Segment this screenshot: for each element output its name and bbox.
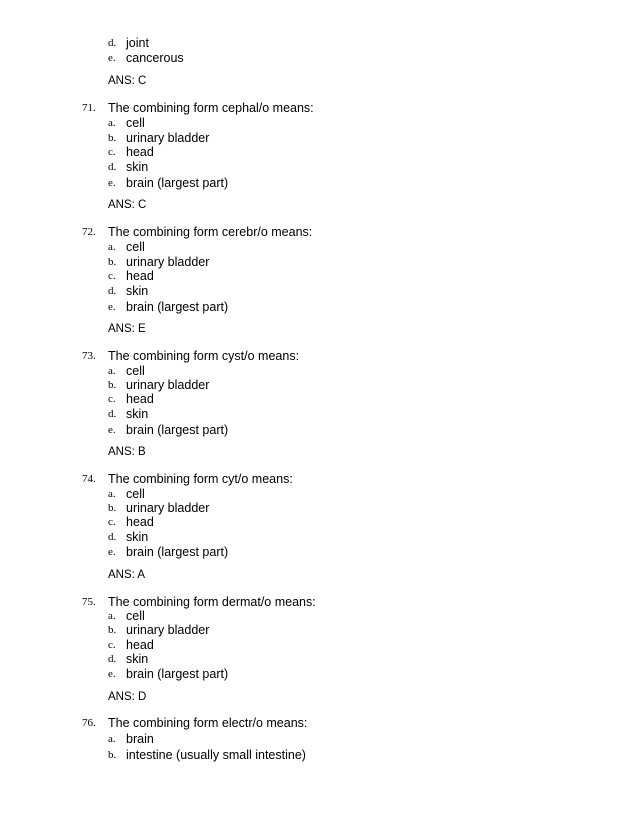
answer-key: ANS: A: [108, 569, 146, 581]
answer-key: ANS: D: [108, 691, 147, 703]
question-prompt: The combining form cephal/o means:: [108, 101, 314, 115]
option-letter: a.: [108, 365, 116, 377]
option-letter: b.: [108, 256, 117, 268]
option-text: urinary bladder: [126, 131, 210, 145]
option-text: joint: [126, 36, 149, 50]
option-text: skin: [126, 407, 149, 421]
option-letter: e.: [108, 301, 116, 313]
question-number: 75.: [82, 596, 96, 608]
answer-key: ANS: C: [108, 75, 147, 87]
option-text: brain (largest part): [126, 423, 229, 437]
option-text: head: [126, 269, 154, 283]
option-letter: a.: [108, 610, 116, 622]
option-text: urinary bladder: [126, 378, 210, 392]
option-letter: a.: [108, 241, 116, 253]
option-text: head: [126, 638, 154, 652]
option-text: skin: [126, 284, 149, 298]
question-prompt: The combining form cyt/o means:: [108, 472, 293, 486]
option-letter: b.: [108, 132, 117, 144]
option-text: cancerous: [126, 51, 184, 65]
option-text: cell: [126, 116, 145, 130]
question-number: 76.: [82, 717, 96, 729]
option-letter: a.: [108, 117, 116, 129]
option-text: intestine (usually small intestine): [126, 748, 306, 762]
option-text: brain (largest part): [126, 667, 229, 681]
option-text: cell: [126, 240, 145, 254]
option-letter: d.: [108, 408, 117, 420]
option-letter: e.: [108, 52, 116, 64]
option-letter: b.: [108, 624, 117, 636]
option-letter: b.: [108, 379, 117, 391]
option-letter: d.: [108, 531, 117, 543]
option-letter: d.: [108, 37, 117, 49]
option-letter: a.: [108, 733, 116, 745]
option-text: urinary bladder: [126, 623, 210, 637]
question-prompt: The combining form dermat/o means:: [108, 595, 316, 609]
option-letter: e.: [108, 668, 116, 680]
answer-key: ANS: B: [108, 446, 146, 458]
question-number: 73.: [82, 350, 96, 362]
option-text: skin: [126, 652, 149, 666]
option-letter: d.: [108, 161, 117, 173]
option-letter: c.: [108, 146, 116, 158]
option-letter: e.: [108, 177, 116, 189]
option-text: head: [126, 515, 154, 529]
question-number: 71.: [82, 102, 96, 114]
option-letter: c.: [108, 639, 116, 651]
option-letter: c.: [108, 393, 116, 405]
option-text: head: [126, 392, 154, 406]
question-number: 72.: [82, 226, 96, 238]
option-letter: a.: [108, 488, 116, 500]
question-prompt: The combining form electr/o means:: [108, 716, 308, 730]
option-text: head: [126, 145, 154, 159]
answer-key: ANS: E: [108, 323, 146, 335]
option-text: brain (largest part): [126, 176, 229, 190]
option-letter: b.: [108, 749, 117, 761]
option-text: brain (largest part): [126, 300, 229, 314]
option-letter: c.: [108, 270, 116, 282]
option-text: urinary bladder: [126, 255, 210, 269]
option-text: cell: [126, 487, 145, 501]
option-text: skin: [126, 530, 149, 544]
option-text: urinary bladder: [126, 501, 210, 515]
option-text: skin: [126, 160, 149, 174]
option-letter: e.: [108, 546, 116, 558]
option-letter: c.: [108, 516, 116, 528]
question-number: 74.: [82, 473, 96, 485]
question-prompt: The combining form cyst/o means:: [108, 349, 300, 363]
option-text: brain (largest part): [126, 545, 229, 559]
option-letter: b.: [108, 502, 117, 514]
option-text: brain: [126, 732, 154, 746]
option-text: cell: [126, 364, 145, 378]
option-letter: d.: [108, 285, 117, 297]
option-letter: d.: [108, 653, 117, 665]
option-letter: e.: [108, 424, 116, 436]
question-prompt: The combining form cerebr/o means:: [108, 225, 313, 239]
answer-key: ANS: C: [108, 199, 147, 211]
option-text: cell: [126, 609, 145, 623]
